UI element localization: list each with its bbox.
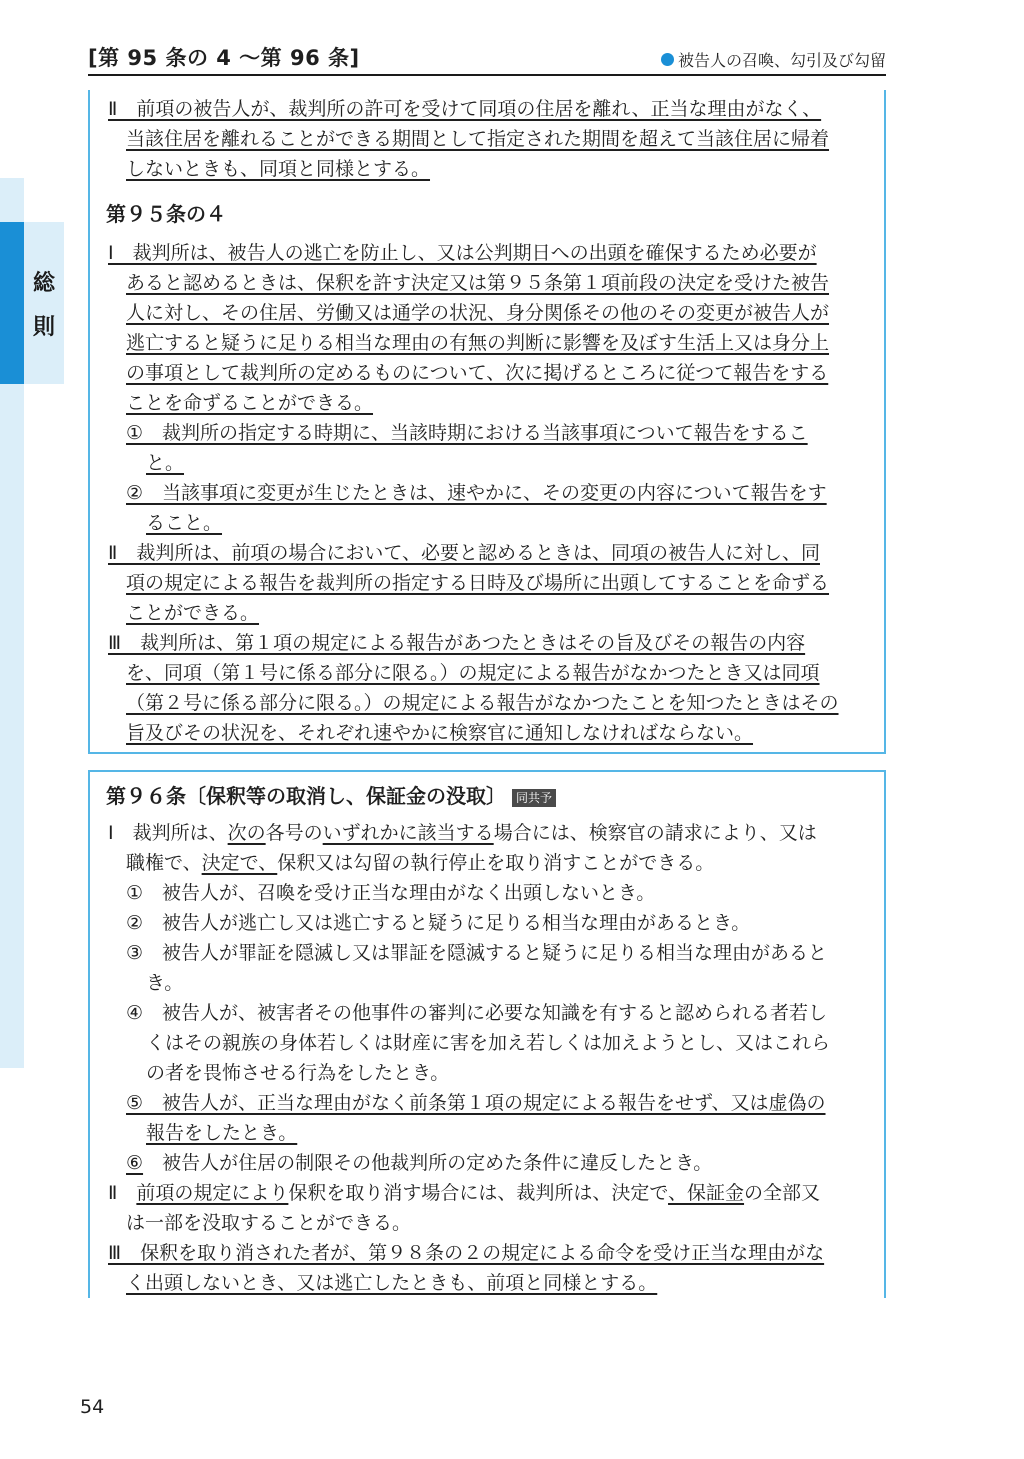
page-header (88, 42, 886, 76)
article-line: ③ 被告人が罪証を隠滅し又は罪証を隠滅すると疑うに足りる相当な理由があると (126, 942, 828, 964)
article-line: （第２号に係る部分に限る。）の規定による報告がなかつたことを知つたときはその (126, 692, 839, 714)
article-line: ② 当該事項に変更が生じたときは、速やかに、その変更の内容について報告をす (126, 482, 827, 504)
article-heading: 第９５条の４ (106, 202, 226, 226)
article-line: の者を畏怖させる行為をしたとき。 (146, 1062, 450, 1084)
article-line: ④ 被告人が、被害者その他事件の審判に必要な知識を有すると認められる者若し (126, 1002, 828, 1024)
bullet-dot-icon (661, 53, 674, 66)
section-title: 被告人の召喚、勾引及び勾留 (661, 48, 886, 71)
article-line: くはその親族の身体若しくは財産に害を加え若しくは加えようとし、又はこれら (146, 1032, 831, 1054)
article-line: 旨及びその状況を、それぞれ速やかに検察官に通知しなければならない。 (126, 722, 754, 744)
chapter-tab-marker (0, 222, 24, 384)
chapter-tab-label: 総 則 (32, 271, 55, 340)
article-line: 報告をしたとき。 (146, 1122, 298, 1144)
article-line: ⑥ 被告人が住居の制限その他裁判所の定めた条件に違反したとき。 (126, 1152, 713, 1174)
article-line: Ⅱ 裁判所は、前項の場合において、必要と認めるときは、同項の被告人に対し、同 (108, 542, 820, 564)
article-line: を、同項（第１号に係る部分に限る。）の規定による報告がなかつたとき又は同項 (126, 662, 820, 684)
article-line: あると認めるときは、保釈を許す決定又は第９５条第１項前段の決定を受けた被告 (126, 272, 830, 294)
article-line: 職権で、決定で、保釈又は勾留の執行停止を取り消すことができる。 (126, 852, 715, 874)
article-line: ことを命ずることができる。 (126, 392, 374, 414)
article-line: の事項として裁判所の定めるものについて、次に掲げるところに従つて報告をする (126, 362, 829, 384)
article-line: ⑤ 被告人が、正当な理由がなく前条第１項の規定による報告をせず、又は虚偽の (126, 1092, 826, 1114)
article-line: 人に対し、その住居、労働又は通学の状況、身分関係その他のその変更が被告人が (126, 302, 830, 324)
prior-paragraph-line: 当該住居を離れることができる期間として指定された期間を超えて当該住居に帰着 (126, 128, 830, 150)
article-heading: 第９６条〔保釈等の取消し、保証金の没取〕 同共予 (106, 782, 556, 810)
article-line: Ⅱ 前項の規定により保釈を取り消す場合には、裁判所は、決定で、保証金の全部又 (108, 1182, 821, 1204)
article-range-title: [第 95 条の 4 〜第 96 条] (88, 46, 360, 70)
article-line: ① 裁判所の指定する時期に、当該時期における当該事項について報告をするこ (126, 422, 808, 444)
article-line: ① 被告人が、召喚を受け正当な理由がなく出頭しないとき。 (126, 882, 656, 904)
article-line: 項の規定による報告を裁判所の指定する日時及び場所に出頭してすることを命ずる (126, 572, 830, 594)
article-line: Ⅲ 保釈を取り消された者が、第９８条の２の規定による命令を受け正当な理由がな (108, 1242, 825, 1264)
article-line: Ⅰ 裁判所は、次の各号のいずれかに該当する場合には、検察官の請求により、又は (108, 822, 817, 844)
article-line: Ⅲ 裁判所は、第１項の規定による報告があつたときはその旨及びその報告の内容 (108, 632, 806, 654)
article-line: ること。 (146, 512, 223, 534)
source-tag: 同共予 (512, 789, 556, 807)
article-line: ことができる。 (126, 602, 260, 624)
article-line: 逃亡すると疑うに足りる相当な理由の有無の判断に影響を及ぼす生活上又は身分上 (126, 332, 830, 354)
article-line: き。 (146, 972, 184, 994)
prior-paragraph-line: しないときも、同項と同様とする。 (126, 158, 431, 180)
article-line: く出頭しないとき、又は逃亡したときも、前項と同様とする。 (126, 1272, 658, 1294)
article-line: Ⅰ 裁判所は、被告人の逃亡を防止し、又は公判期日への出頭を確保するため必要が (108, 242, 817, 264)
prior-paragraph-line: Ⅱ 前項の被告人が、裁判所の許可を受けて同項の住居を離れ、正当な理由がなく、 (108, 98, 822, 120)
page-number: 54 (80, 1396, 105, 1418)
article-line: は一部を没取することができる。 (126, 1212, 412, 1234)
article-line: と。 (146, 452, 185, 474)
article-line: ② 被告人が逃亡し又は逃亡すると疑うに足りる相当な理由があるとき。 (126, 912, 751, 934)
